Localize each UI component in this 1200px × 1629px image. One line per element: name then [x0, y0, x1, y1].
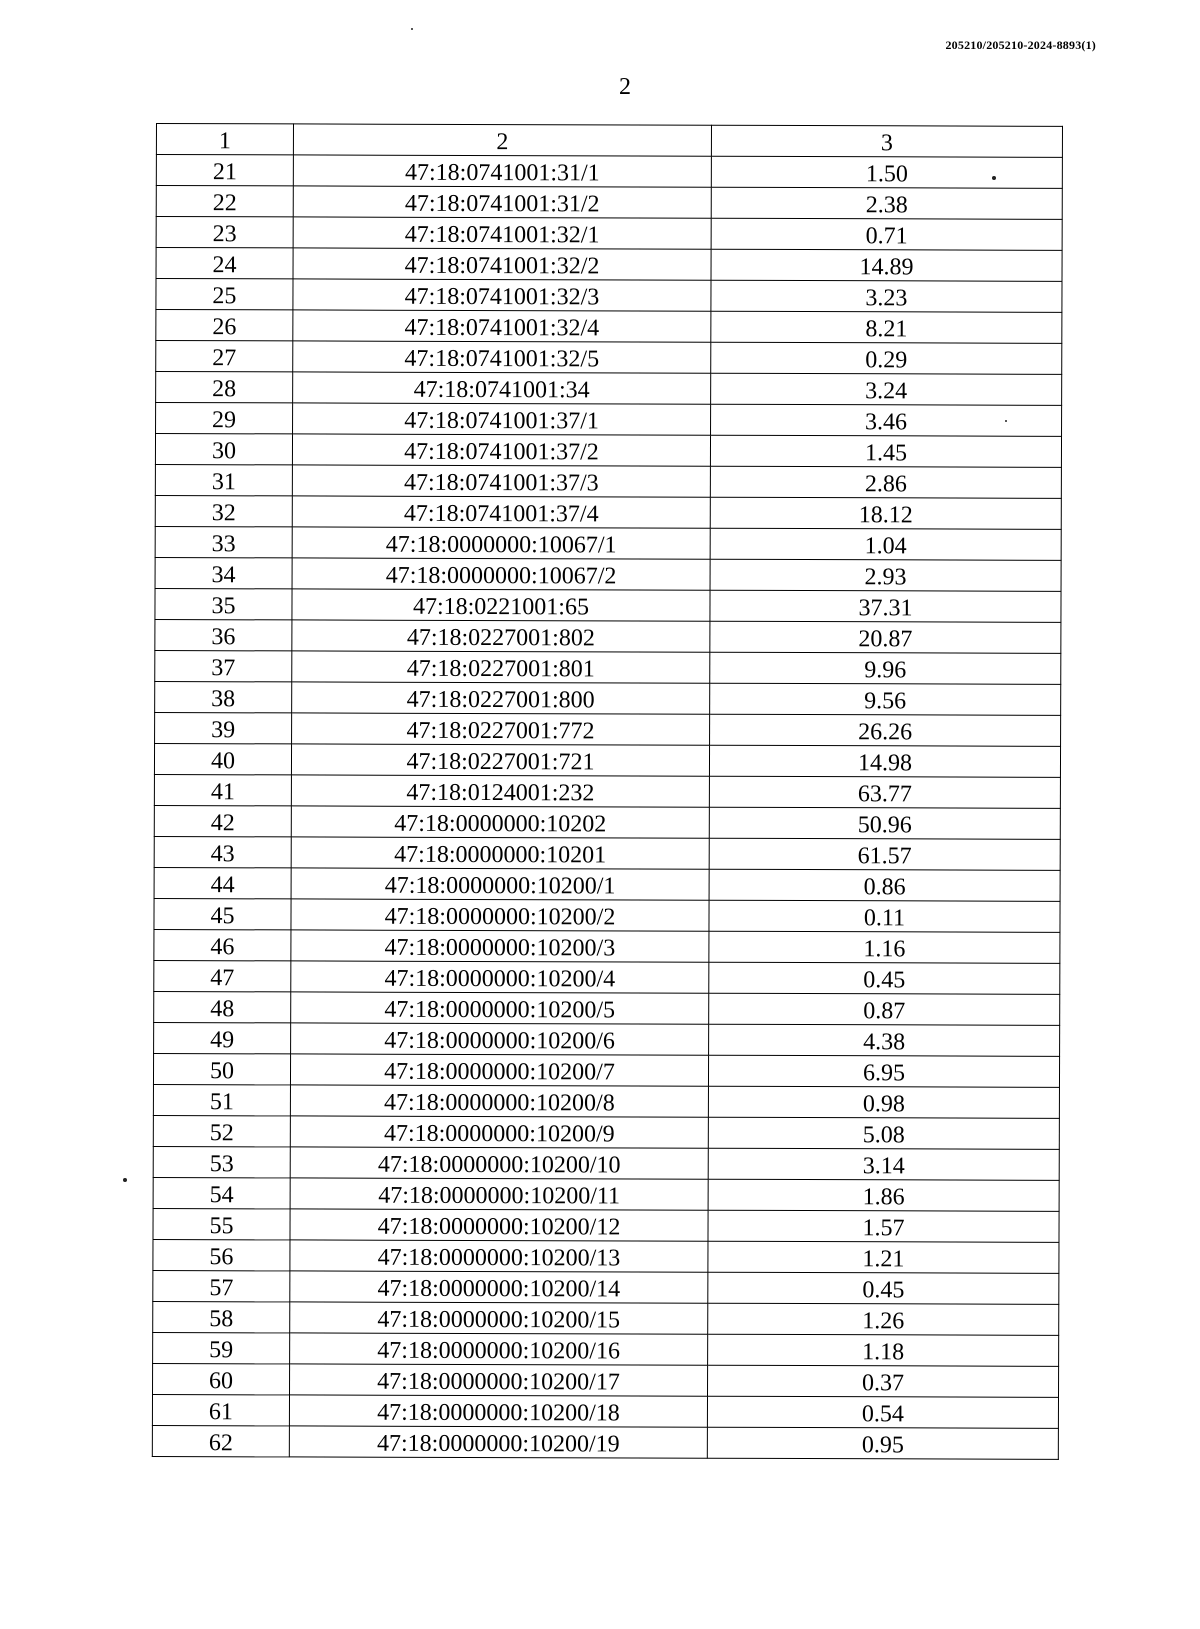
cadastral-number-cell: 47:18:0741001:32/1 — [293, 217, 711, 249]
area-value-cell: 0.37 — [708, 1365, 1059, 1397]
area-value-cell: 0.11 — [709, 900, 1060, 932]
row-number-cell: 41 — [154, 774, 291, 805]
cadastral-number-cell: 47:18:0227001:772 — [292, 713, 710, 745]
row-number-cell: 35 — [155, 588, 292, 619]
area-value-cell: 1.50 — [711, 156, 1062, 188]
cadastral-number-cell: 47:18:0741001:32/3 — [293, 279, 711, 311]
area-value-cell: 4.38 — [709, 1024, 1060, 1056]
cadastral-number-cell: 47:18:0741001:32/2 — [293, 248, 711, 280]
area-value-cell: 14.89 — [711, 249, 1062, 281]
table-row — [153, 1363, 1059, 1397]
table-row — [153, 1177, 1059, 1211]
area-value-cell: 1.04 — [710, 528, 1061, 560]
row-number-cell: 60 — [153, 1363, 290, 1394]
area-value-cell: 9.96 — [710, 652, 1061, 684]
table-row — [156, 155, 1062, 189]
row-number-cell: 62 — [152, 1425, 289, 1456]
area-value-cell: 2.86 — [710, 466, 1061, 498]
row-number-cell: 32 — [155, 495, 292, 526]
row-number-cell: 34 — [155, 557, 292, 588]
table-row — [156, 186, 1062, 220]
row-number-cell: 54 — [153, 1177, 290, 1208]
cadastral-number-cell: 47:18:0000000:10201 — [291, 837, 709, 869]
area-value-cell: 20.87 — [710, 621, 1061, 653]
area-value-cell: 1.21 — [708, 1241, 1059, 1273]
row-number-cell: 47 — [154, 960, 291, 991]
row-number-cell: 38 — [155, 681, 292, 712]
table-body — [152, 155, 1062, 1460]
table-row — [153, 1053, 1059, 1087]
table-row — [155, 557, 1061, 591]
row-number-cell: 45 — [154, 898, 291, 929]
table-row — [155, 650, 1061, 684]
row-number-cell: 22 — [156, 186, 293, 217]
row-number-cell: 24 — [156, 248, 293, 279]
cadastral-number-cell: 47:18:0741001:37/3 — [292, 465, 710, 497]
row-number-cell: 43 — [154, 836, 291, 867]
table-row — [153, 1115, 1059, 1149]
cadastral-number-cell: 47:18:0227001:721 — [291, 744, 709, 776]
cadastral-number-cell: 47:18:0000000:10200/3 — [291, 930, 709, 962]
table-row — [153, 1239, 1059, 1273]
table-row — [154, 898, 1060, 932]
cadastral-number-cell: 47:18:0227001:801 — [292, 651, 710, 683]
scan-speck — [123, 1178, 127, 1182]
table-row — [155, 712, 1061, 746]
scan-speck — [992, 176, 996, 180]
table-header — [156, 124, 1062, 158]
cadastral-number-cell: 47:18:0000000:10200/17 — [290, 1364, 708, 1396]
row-number-cell: 30 — [155, 434, 292, 465]
area-value-cell: 8.21 — [711, 311, 1062, 343]
scan-speck — [411, 28, 413, 30]
table-row — [154, 1022, 1060, 1056]
table-row — [156, 248, 1062, 282]
cadastral-number-cell: 47:18:0000000:10200/6 — [291, 1023, 709, 1055]
row-number-cell: 25 — [156, 279, 293, 310]
table-row — [155, 619, 1061, 653]
row-number-cell: 46 — [154, 929, 291, 960]
area-value-cell: 0.87 — [709, 993, 1060, 1025]
row-number-cell: 42 — [154, 805, 291, 836]
row-number-cell: 56 — [153, 1239, 290, 1270]
area-value-cell: 26.26 — [710, 714, 1061, 746]
area-value-cell: 9.56 — [710, 683, 1061, 715]
area-value-cell: 2.38 — [711, 187, 1062, 219]
table-row — [156, 279, 1062, 313]
area-value-cell: 3.14 — [708, 1148, 1059, 1180]
cadastral-number-cell: 47:18:0000000:10200/9 — [290, 1116, 708, 1148]
row-number-cell: 26 — [156, 310, 293, 341]
cadastral-number-cell: 47:18:0000000:10200/4 — [291, 961, 709, 993]
area-value-cell: 14.98 — [709, 745, 1060, 777]
table-row — [156, 310, 1062, 344]
cadastral-number-cell: 47:18:0000000:10200/15 — [290, 1302, 708, 1334]
cadastral-number-cell: 47:18:0000000:10200/11 — [290, 1178, 708, 1210]
row-number-cell: 36 — [155, 619, 292, 650]
table-row — [154, 867, 1060, 901]
cadastral-number-cell: 47:18:0741001:31/1 — [293, 155, 711, 187]
table-row — [153, 1301, 1059, 1335]
table-row — [154, 774, 1060, 808]
cadastral-number-cell: 47:18:0741001:37/1 — [293, 403, 711, 435]
table-row — [155, 464, 1061, 498]
header-row — [156, 124, 1062, 158]
table-row — [154, 929, 1060, 963]
cadastral-number-cell: 47:18:0000000:10200/12 — [290, 1209, 708, 1241]
row-number-cell: 51 — [153, 1084, 290, 1115]
table-row — [155, 681, 1061, 715]
column-header-3: 3 — [711, 125, 1062, 157]
cadastral-number-cell: 47:18:0000000:10200/2 — [291, 899, 709, 931]
cadastral-number-cell: 47:18:0000000:10200/19 — [289, 1426, 707, 1458]
area-value-cell: 37.31 — [710, 590, 1061, 622]
column-header-1: 1 — [156, 124, 293, 155]
table-row — [156, 217, 1062, 251]
table-row — [153, 1208, 1059, 1242]
row-number-cell: 28 — [156, 372, 293, 403]
area-value-cell: 0.45 — [709, 962, 1060, 994]
cadastral-number-cell: 47:18:0741001:31/2 — [293, 186, 711, 218]
cadastral-number-cell: 47:18:0000000:10200/18 — [289, 1395, 707, 1427]
table-row — [153, 1270, 1059, 1304]
cadastral-number-cell: 47:18:0000000:10067/1 — [292, 527, 710, 559]
scan-speck — [1005, 420, 1007, 422]
table-row — [155, 434, 1061, 468]
area-value-cell: 18.12 — [710, 497, 1061, 529]
table-row — [152, 1425, 1058, 1459]
cadastral-number-cell: 47:18:0000000:10200/13 — [290, 1240, 708, 1272]
area-value-cell: 0.86 — [709, 869, 1060, 901]
area-value-cell: 3.24 — [711, 373, 1062, 405]
cadastral-number-cell: 47:18:0741001:32/5 — [293, 341, 711, 373]
table-row — [155, 495, 1061, 529]
area-value-cell: 1.86 — [708, 1179, 1059, 1211]
table-row — [156, 403, 1062, 437]
area-value-cell: 1.45 — [710, 435, 1061, 467]
row-number-cell: 50 — [153, 1053, 290, 1084]
cadastral-number-cell: 47:18:0000000:10200/7 — [290, 1054, 708, 1086]
cadastral-number-cell: 47:18:0741001:37/2 — [292, 434, 710, 466]
page-number: 2 — [619, 74, 631, 100]
row-number-cell: 44 — [154, 867, 291, 898]
row-number-cell: 59 — [153, 1332, 290, 1363]
row-number-cell: 48 — [154, 991, 291, 1022]
table-row — [155, 526, 1061, 560]
row-number-cell: 57 — [153, 1270, 290, 1301]
cadastral-number-cell: 47:18:0000000:10200/16 — [290, 1333, 708, 1365]
row-number-cell: 27 — [156, 341, 293, 372]
area-value-cell: 1.57 — [708, 1210, 1059, 1242]
row-number-cell: 53 — [153, 1146, 290, 1177]
area-value-cell: 0.71 — [711, 218, 1062, 250]
area-value-cell: 2.93 — [710, 559, 1061, 591]
area-value-cell: 0.45 — [708, 1272, 1059, 1304]
table-row — [153, 1332, 1059, 1366]
area-value-cell: 0.54 — [707, 1396, 1058, 1428]
table-row — [154, 836, 1060, 870]
area-value-cell: 0.95 — [707, 1427, 1058, 1459]
cadastral-number-cell: 47:18:0000000:10200/10 — [290, 1147, 708, 1179]
cadastral-number-cell: 47:18:0741001:32/4 — [293, 310, 711, 342]
table-row — [154, 991, 1060, 1025]
cadastral-number-cell: 47:18:0741001:37/4 — [292, 496, 710, 528]
row-number-cell: 58 — [153, 1301, 290, 1332]
row-number-cell: 52 — [153, 1115, 290, 1146]
cadastral-number-cell: 47:18:0124001:232 — [291, 775, 709, 807]
area-value-cell: 6.95 — [708, 1055, 1059, 1087]
cadastral-number-cell: 47:18:0000000:10200/8 — [290, 1085, 708, 1117]
area-value-cell: 1.16 — [709, 931, 1060, 963]
row-number-cell: 33 — [155, 526, 292, 557]
cadastral-number-cell: 47:18:0000000:10200/5 — [291, 992, 709, 1024]
row-number-cell: 40 — [154, 743, 291, 774]
document-id: 205210/205210-2024-8893(1) — [945, 38, 1096, 52]
table-row — [154, 805, 1060, 839]
table-row — [153, 1084, 1059, 1118]
row-number-cell: 37 — [155, 650, 292, 681]
area-value-cell: 50.96 — [709, 807, 1060, 839]
area-value-cell: 0.29 — [711, 342, 1062, 374]
parcel-table — [152, 123, 1063, 1460]
area-value-cell: 3.46 — [711, 404, 1062, 436]
area-value-cell: 61.57 — [709, 838, 1060, 870]
table-row — [154, 743, 1060, 777]
cadastral-number-cell: 47:18:0000000:10200/14 — [290, 1271, 708, 1303]
area-value-cell: 1.18 — [708, 1334, 1059, 1366]
cadastral-number-cell: 47:18:0741001:34 — [293, 372, 711, 404]
row-number-cell: 55 — [153, 1208, 290, 1239]
row-number-cell: 29 — [156, 403, 293, 434]
cadastral-number-cell: 47:18:0221001:65 — [292, 589, 710, 621]
area-value-cell: 3.23 — [711, 280, 1062, 312]
table-row — [156, 341, 1062, 375]
row-number-cell: 21 — [156, 155, 293, 186]
table-row — [156, 372, 1062, 406]
cadastral-number-cell: 47:18:0000000:10202 — [291, 806, 709, 838]
cadastral-number-cell: 47:18:0000000:10200/1 — [291, 868, 709, 900]
cadastral-number-cell: 47:18:0227001:802 — [292, 620, 710, 652]
table-row — [154, 960, 1060, 994]
cadastral-number-cell: 47:18:0000000:10067/2 — [292, 558, 710, 590]
cadastral-number-cell: 47:18:0227001:800 — [292, 682, 710, 714]
area-value-cell: 1.26 — [708, 1303, 1059, 1335]
table-row — [153, 1146, 1059, 1180]
row-number-cell: 61 — [152, 1394, 289, 1425]
row-number-cell: 23 — [156, 217, 293, 248]
column-header-2: 2 — [293, 124, 711, 156]
row-number-cell: 39 — [155, 712, 292, 743]
row-number-cell: 49 — [154, 1022, 291, 1053]
row-number-cell: 31 — [155, 464, 292, 495]
area-value-cell: 63.77 — [709, 776, 1060, 808]
table-row — [155, 588, 1061, 622]
table-row — [152, 1394, 1058, 1428]
area-value-cell: 5.08 — [708, 1117, 1059, 1149]
area-value-cell: 0.98 — [708, 1086, 1059, 1118]
